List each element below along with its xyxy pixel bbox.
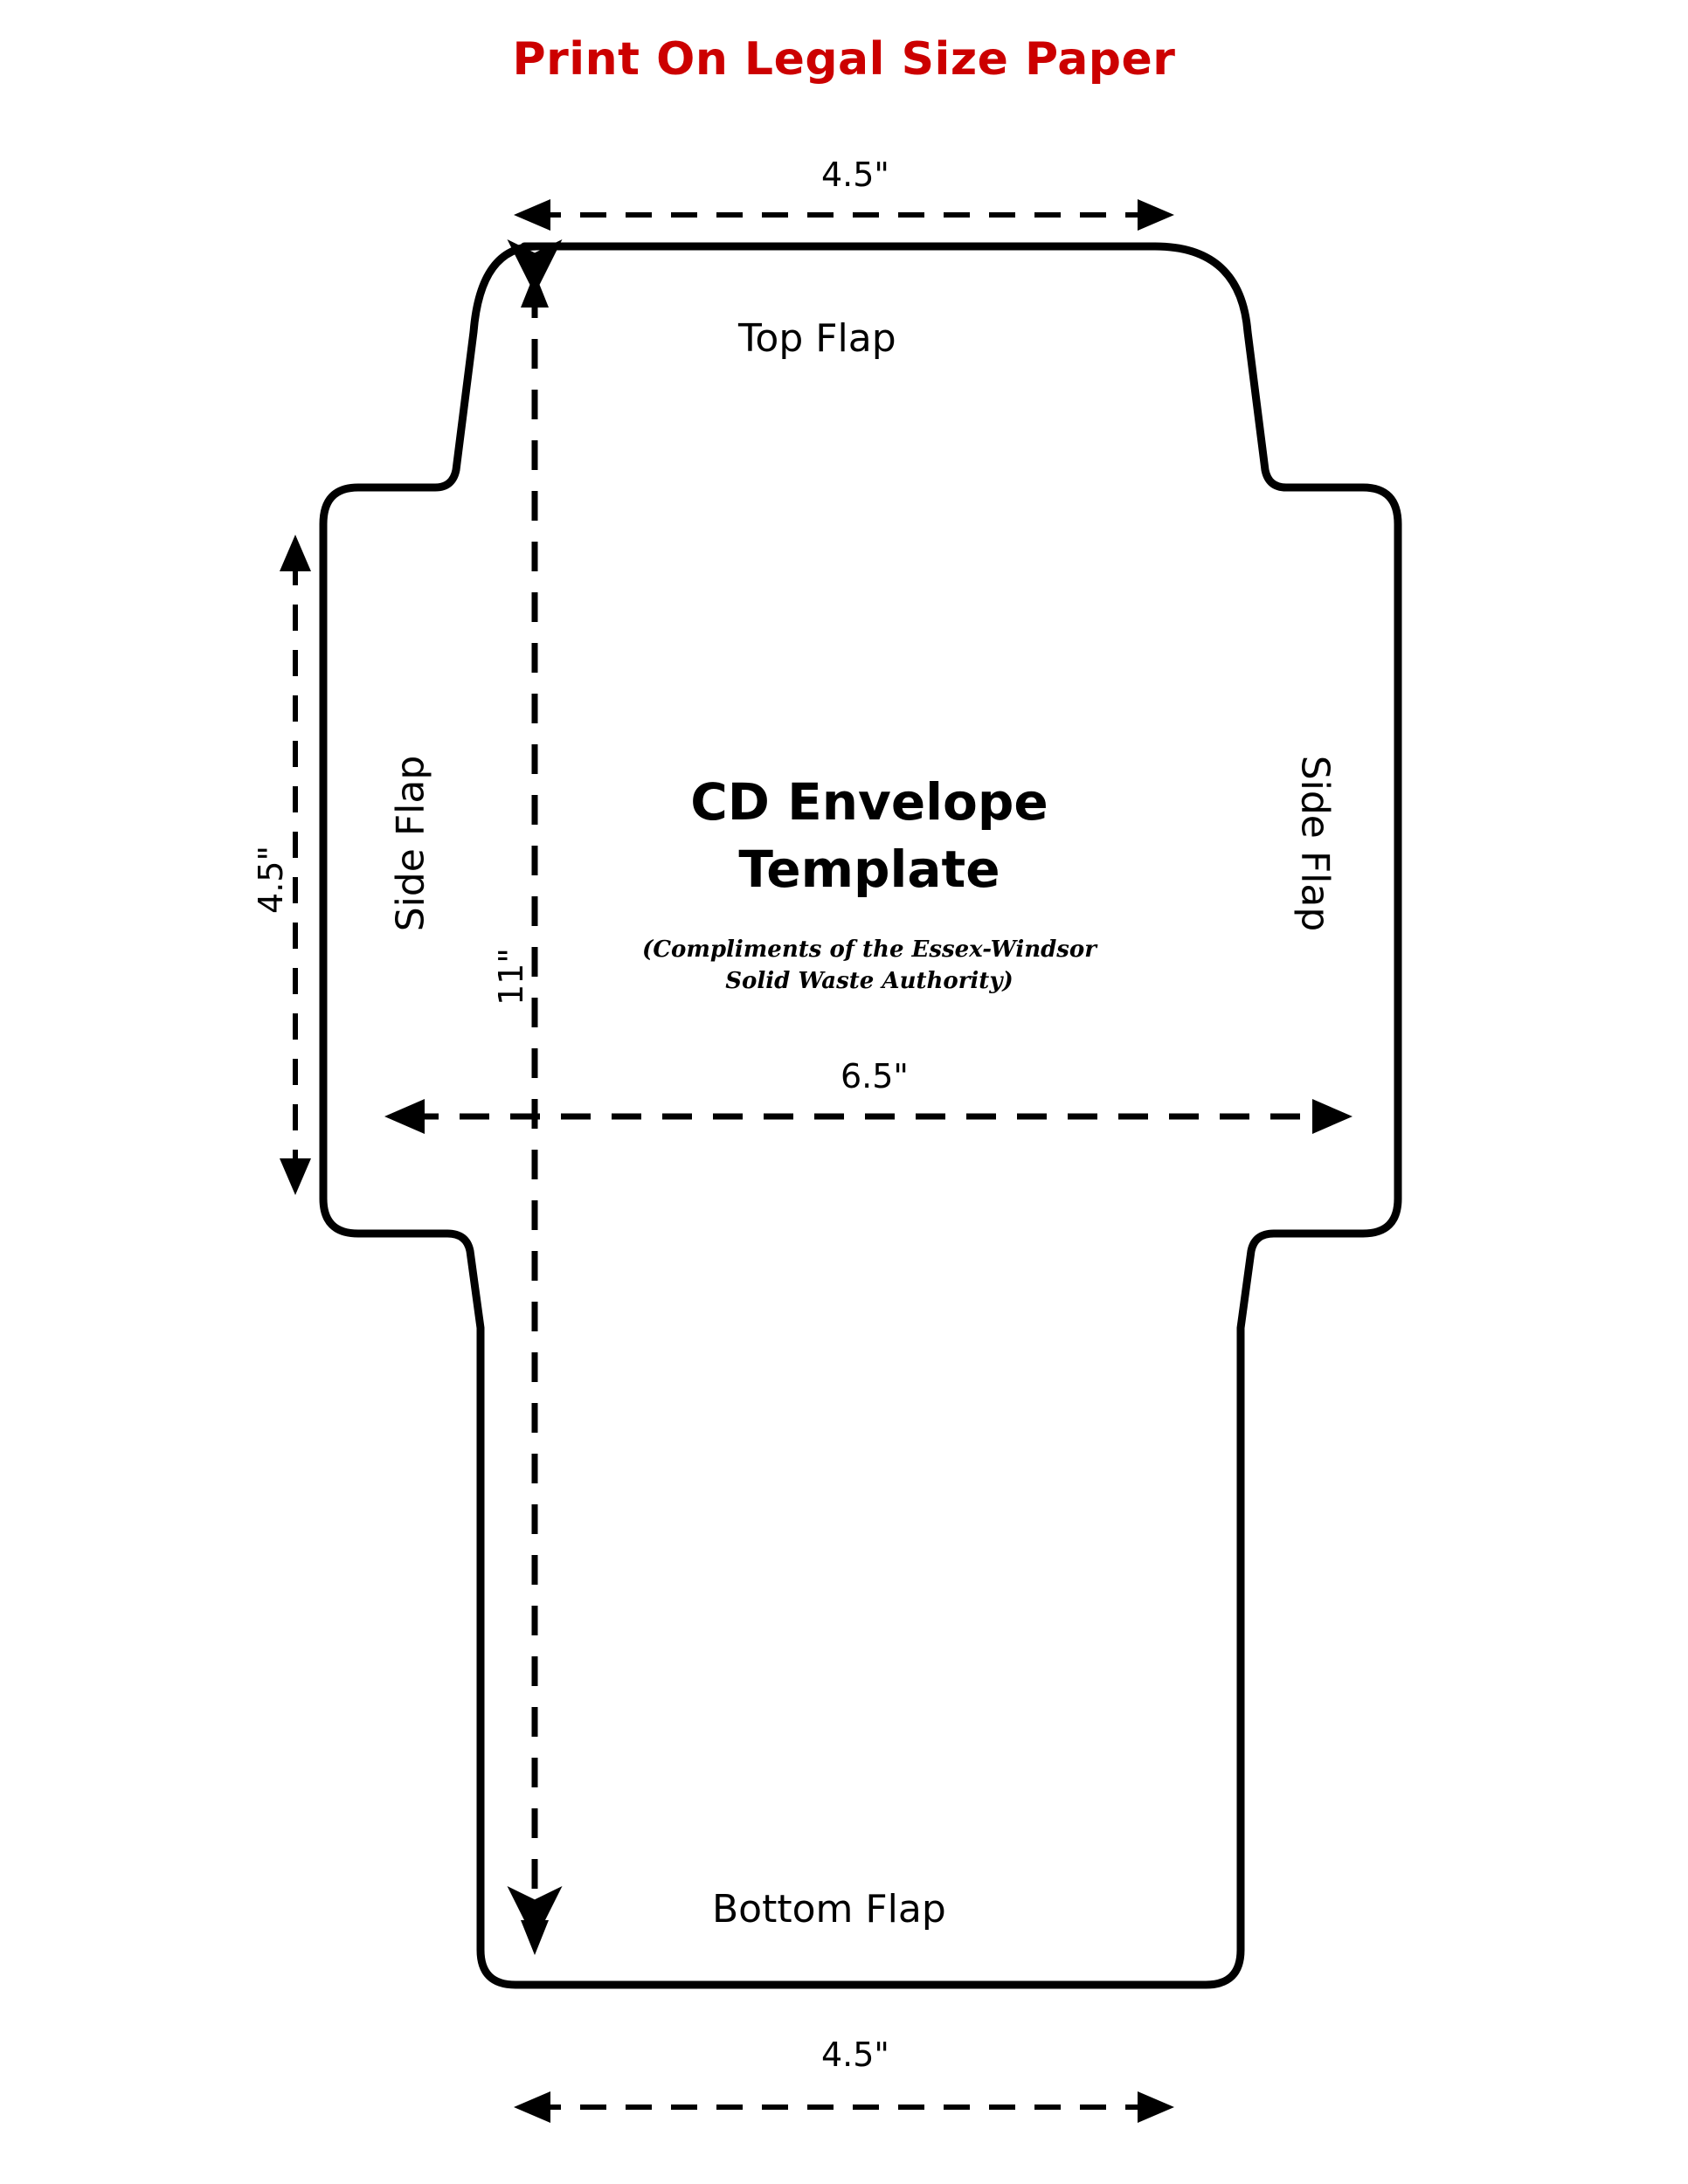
template-title-line1: CD Envelope <box>690 772 1048 832</box>
top-flap-label: Top Flap <box>738 316 896 361</box>
template-credit-line1: (Compliments of the Essex-Windsor <box>642 936 1097 963</box>
side-flap-right-label: Side Flap <box>1292 755 1338 932</box>
top-width-label: 4.5" <box>821 156 889 194</box>
bottom-width-label: 4.5" <box>821 2035 889 2074</box>
body-width-label: 6.5" <box>841 1057 909 1095</box>
bottom-width-dimension-line <box>514 2091 1174 2123</box>
total-height-label: 11" <box>492 948 530 1006</box>
top-width-dimension-line <box>514 199 1174 231</box>
template-title-line2: Template <box>738 840 1000 899</box>
page-title: Print On Legal Size Paper <box>512 33 1176 86</box>
template-credit-line2: Solid Waste Authority) <box>725 968 1013 994</box>
bottom-flap-label: Bottom Flap <box>712 1887 946 1932</box>
side-height-label: 4.5" <box>252 846 290 914</box>
side-flap-left-label: Side Flap <box>388 755 433 932</box>
